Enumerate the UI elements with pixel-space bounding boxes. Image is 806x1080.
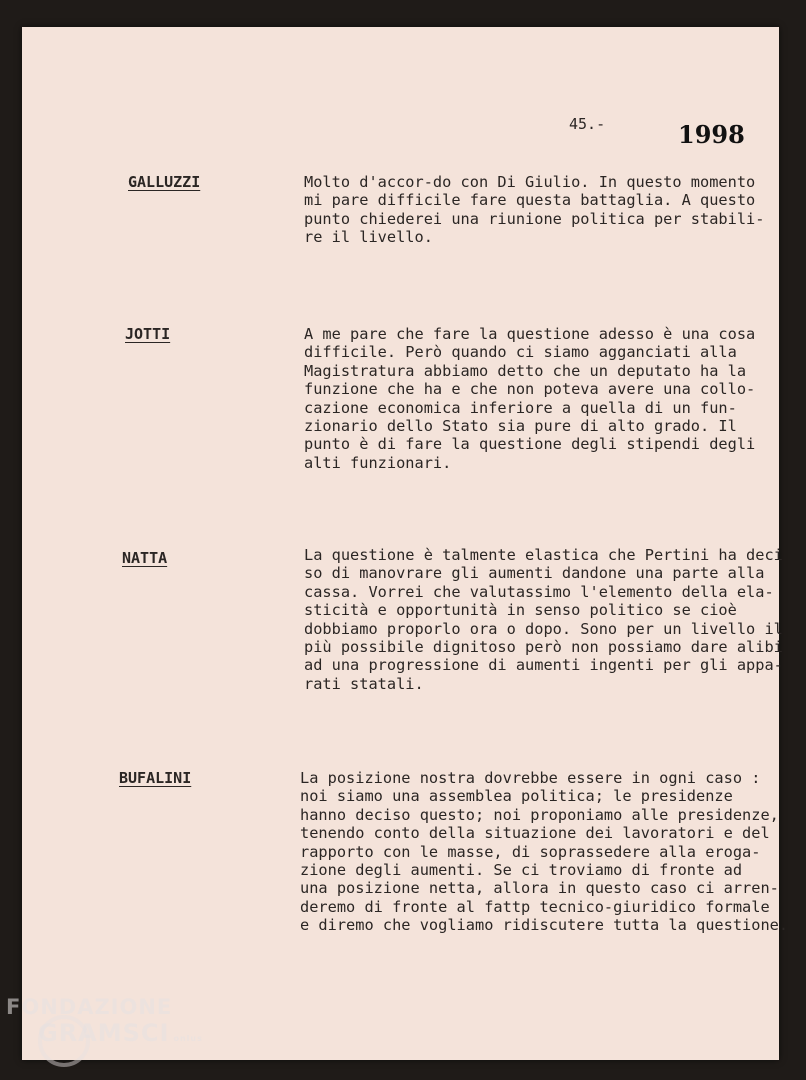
- watermark-circle-icon: [38, 1015, 90, 1067]
- archive-watermark: [6, 995, 203, 1047]
- speech-text: La posizione nostra dovrebbe essere in ogni caso : noi siamo una assemblea politica; le presidenze hanno deciso questo; noi proponiamo alle presidenze, tenendo conto della situazione dei lavoratori e del rapporto con le masse, di soprassedere alla eroga- zione degli aumenti. Se ci troviamo di fronte ad una posizione netta, allora in questo caso ci arren- deremo di fronte al fattp tecnico-giuridico formale e diremo che vogliamo ridiscutere tutta la questione.: [300, 769, 789, 935]
- speaker-name: NATTA: [122, 549, 168, 567]
- document-page: [22, 27, 789, 1060]
- watermark-line1: FONDAZIONE: [6, 995, 173, 1019]
- speech-text: Molto d'accor-do con Di Giulio. In questo momento mi pare difficile fare questa battaglia. A questo punto chiederei una riunione politica per stabili- re il livello.: [304, 173, 765, 247]
- watermark-line2: GRAMSCI: [38, 1019, 170, 1047]
- speaker-name: GALLUZZI: [128, 173, 201, 191]
- archive-number: 1998: [678, 120, 745, 149]
- speaker-name: JOTTI: [125, 325, 171, 343]
- speech-text: A me pare che fare la questione adesso è una cosa difficile. Però quando ci siamo agganciati alla Magistratura abbiamo detto che un deputato ha la funzione che ha e che non poteva avere una collo- cazione economica inferiore a quella di un fun- zionario dello Stato sia pure di alto grado. Il punto è di fare la questione degli stipendi degli alti funzionari.: [304, 325, 756, 472]
- page-number: 45.-: [569, 115, 606, 133]
- watermark-suffix: onlus: [173, 1034, 203, 1043]
- speech-text: La questione è talmente elastica che Pertini ha deci so di manovrare gli aumenti dandone una parte alla cassa. Vorrei che valutassimo l'elemento della ela- sticità e opportunità in senso politico se cioè dobbiamo proporlo ora o dopo. Sono per un livello il più possibile dignitoso però non possiamo dare alibi ad una progressione di aumenti ingenti per gli appa- rati statali.: [304, 546, 783, 693]
- speaker-name: BUFALINI: [119, 769, 192, 787]
